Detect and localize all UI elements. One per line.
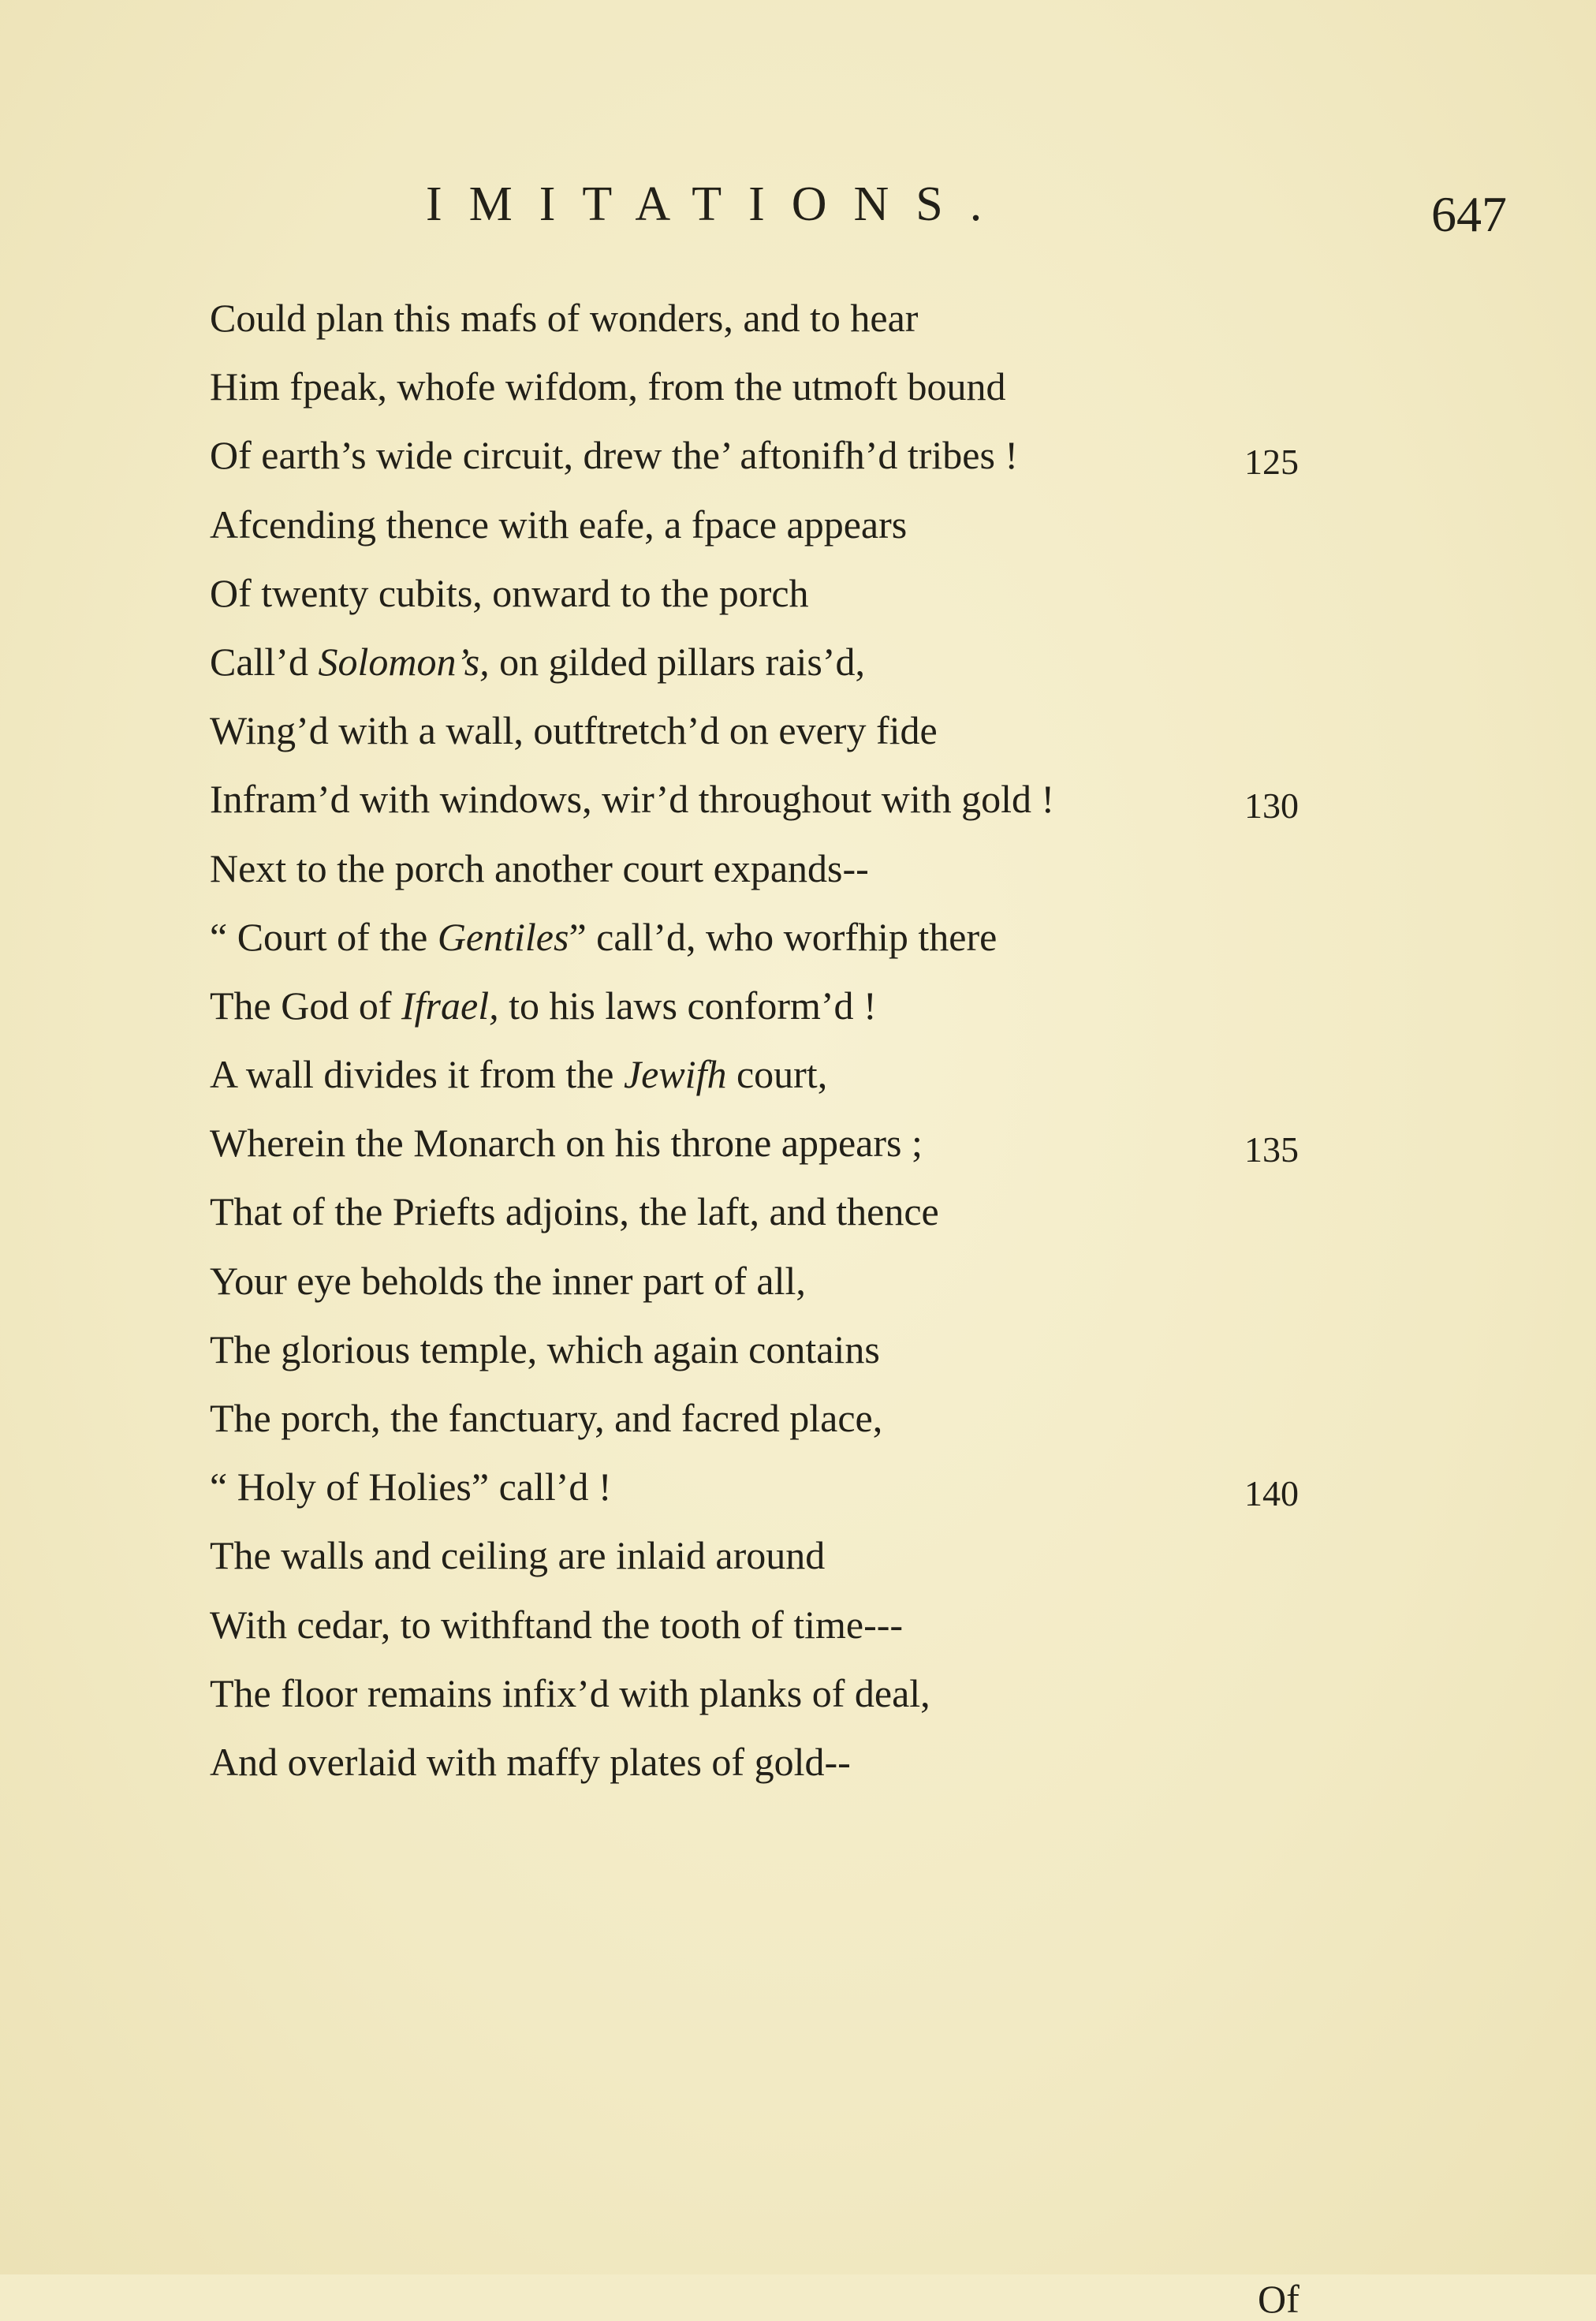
poem-line xyxy=(210,834,1314,903)
poem-line xyxy=(210,1315,1314,1384)
poem-line-text xyxy=(210,1659,930,1728)
text-segment: Wherein the Monarch on his throne appears ; xyxy=(210,1121,923,1166)
text-segment: Of twenty cubits, onward to the porch xyxy=(210,570,809,615)
poem-line-text xyxy=(210,765,1054,834)
text-segment: Wing’d with a wall, outftretch’d on every fide xyxy=(210,708,938,753)
poem-line-text xyxy=(210,1109,923,1177)
text-segment: “ Court of the xyxy=(210,914,438,959)
poem-line-text xyxy=(210,696,938,765)
poem-line xyxy=(210,628,1314,696)
poem-line xyxy=(210,1247,1314,1315)
poem-line-text xyxy=(210,1728,851,1797)
line-number: 125 xyxy=(1244,442,1299,483)
poem-line-text xyxy=(210,421,1018,490)
text-segment: “ Holy of Holies” call’d ! xyxy=(210,1465,612,1509)
page-number: 647 xyxy=(1431,186,1507,242)
poem-line-text xyxy=(210,559,809,628)
poem-line-text xyxy=(210,1315,880,1384)
text-segment: With cedar, to withftand the tooth of time--- xyxy=(210,1602,904,1647)
poem-line-text xyxy=(210,1384,882,1453)
text-segment: The floor remains infix’d with planks of deal, xyxy=(210,1670,930,1715)
line-number: 135 xyxy=(1244,1129,1299,1170)
poem-line xyxy=(210,696,1314,765)
poem-line-text xyxy=(210,903,997,972)
italic-segment: Ifrael, xyxy=(401,983,499,1028)
running-header-title: IMITATIONS. xyxy=(426,177,1009,231)
poem-line xyxy=(210,903,1314,972)
poem-line xyxy=(210,1040,1314,1109)
text-segment: And overlaid with maffy plates of gold-- xyxy=(210,1739,851,1784)
poem-line-text xyxy=(210,1177,939,1246)
poem-body xyxy=(210,284,1314,1797)
italic-segment: Jewifh xyxy=(623,1052,727,1097)
text-segment: A wall divides it from the xyxy=(210,1052,624,1097)
text-segment: court, xyxy=(726,1052,828,1097)
text-segment: That of the Priefts adjoins, the laft, and thence xyxy=(210,1189,939,1234)
text-segment: Him fpeak, whofe wifdom, from the utmoft bound xyxy=(210,364,1006,409)
italic-segment: Gentiles xyxy=(437,914,569,959)
text-segment: ” call’d, who worfhip there xyxy=(569,914,998,959)
poem-line-text xyxy=(210,284,918,353)
poem-line xyxy=(210,284,1314,353)
line-number: 130 xyxy=(1244,785,1299,827)
poem-line xyxy=(210,1453,1314,1521)
poem-line xyxy=(210,1728,1314,1797)
poem-line xyxy=(210,1659,1314,1728)
poem-line-text xyxy=(210,1521,825,1590)
poem-line-text xyxy=(210,834,869,903)
line-number: 140 xyxy=(1244,1473,1299,1514)
text-segment: The porch, the fanctuary, and facred place, xyxy=(210,1396,883,1440)
poem-line-text xyxy=(210,1453,612,1521)
text-segment: The God of xyxy=(210,983,401,1028)
poem-line xyxy=(210,491,1314,559)
poem-line-text xyxy=(210,628,865,696)
text-segment: Could plan this mafs of wonders, and to hear xyxy=(210,296,919,340)
poem-line-text xyxy=(210,1591,903,1659)
poem-line-text xyxy=(210,353,1006,421)
text-segment: Infram’d with windows, wir’d throughout with gold ! xyxy=(210,777,1055,822)
poem-line xyxy=(210,1384,1314,1453)
italic-segment: Solomon’s, xyxy=(318,639,490,684)
poem-line-text xyxy=(210,1247,806,1315)
poem-line xyxy=(210,353,1314,421)
poem-line xyxy=(210,1591,1314,1659)
poem-line xyxy=(210,1109,1314,1177)
poem-line-text xyxy=(210,491,907,559)
poem-line xyxy=(210,765,1314,834)
poem-line xyxy=(210,1177,1314,1246)
poem-line xyxy=(210,972,1314,1040)
text-segment: Call’d xyxy=(210,639,319,684)
text-segment: The glorious temple, which again contains xyxy=(210,1327,880,1371)
poem-line-text xyxy=(210,972,877,1040)
poem-line xyxy=(210,1521,1314,1590)
text-segment: Of earth’s wide circuit, drew the’ aftonifh’d tribes ! xyxy=(210,433,1019,478)
poem-line xyxy=(210,421,1314,490)
catchword: Of xyxy=(1258,2277,1300,2321)
poem-line xyxy=(210,559,1314,628)
poem-line-text xyxy=(210,1040,827,1109)
text-segment: Next to the porch another court expands-- xyxy=(210,845,869,890)
text-segment: The walls and ceiling are inlaid around xyxy=(210,1533,826,1578)
text-segment: Your eye beholds the inner part of all, xyxy=(210,1258,806,1303)
text-segment: Afcending thence with eafe, a fpace appears xyxy=(210,502,908,547)
text-segment: on gilded pillars rais’d, xyxy=(489,639,865,684)
text-segment: to his laws conform’d ! xyxy=(498,983,877,1028)
